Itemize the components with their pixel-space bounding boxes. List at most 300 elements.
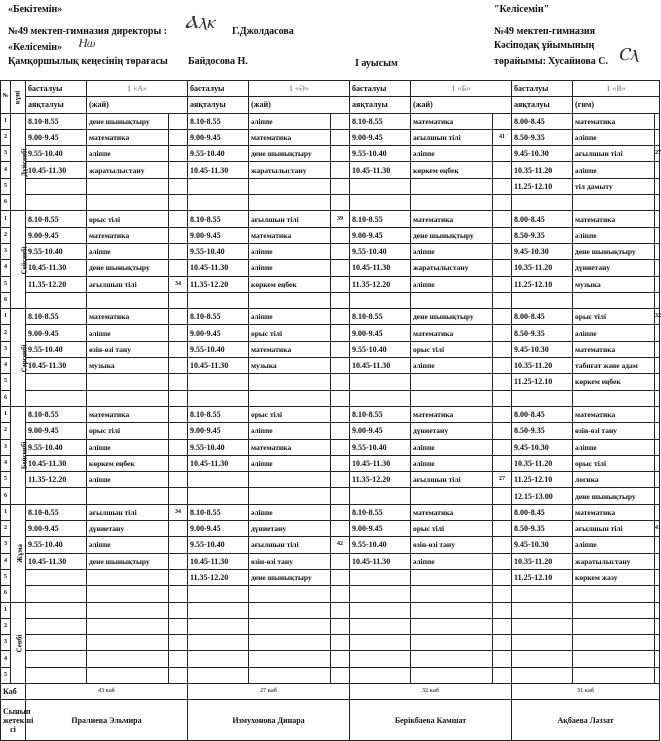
lesson-subject: әліппе bbox=[573, 162, 655, 178]
lesson-time bbox=[26, 178, 87, 194]
lesson-room bbox=[331, 390, 350, 406]
lesson-room bbox=[655, 553, 660, 569]
lesson-time bbox=[512, 292, 573, 308]
director-name: Г.Джолдасова bbox=[232, 26, 294, 37]
lesson-subject: әліппе bbox=[573, 325, 655, 341]
lesson-room bbox=[169, 292, 188, 308]
table-row bbox=[1, 423, 660, 439]
lesson-room bbox=[655, 260, 660, 276]
lesson-room bbox=[655, 162, 660, 178]
lesson-subject: өзін-өзі тану bbox=[573, 423, 655, 439]
lesson-subject bbox=[87, 292, 169, 308]
lesson-room bbox=[655, 586, 660, 602]
lesson-room bbox=[169, 635, 188, 651]
lesson-room bbox=[331, 455, 350, 471]
lesson-time bbox=[350, 292, 411, 308]
lesson-room bbox=[331, 618, 350, 634]
lesson-subject: жаратылыстану bbox=[87, 162, 169, 178]
lesson-subject: жаратылыстану bbox=[249, 162, 331, 178]
table-row bbox=[1, 635, 660, 651]
end-label: аяқталуы bbox=[188, 97, 249, 113]
lesson-room bbox=[493, 439, 512, 455]
cabinet: 27 каб bbox=[188, 683, 350, 699]
lesson-time bbox=[512, 618, 573, 634]
lesson-subject bbox=[87, 390, 169, 406]
lesson-time bbox=[26, 651, 87, 667]
table-row bbox=[1, 325, 660, 341]
lesson-room bbox=[169, 390, 188, 406]
lesson-time: 9.45-10.30 bbox=[512, 537, 573, 553]
lesson-subject: әліппе bbox=[87, 146, 169, 162]
lesson-room bbox=[655, 406, 660, 422]
lesson-time bbox=[26, 635, 87, 651]
lesson-time: 9.00-9.45 bbox=[26, 325, 87, 341]
cabinet: 31 каб bbox=[512, 683, 660, 699]
lesson-subject bbox=[411, 667, 493, 683]
lesson-subject: әліппе bbox=[87, 243, 169, 259]
lesson-time: 11.25-12.10 bbox=[512, 569, 573, 585]
lesson-subject: өзін-өзі тану bbox=[249, 553, 331, 569]
lesson-room bbox=[169, 667, 188, 683]
lesson-time: 8.10-8.55 bbox=[350, 211, 411, 227]
lesson-number: 5 bbox=[1, 569, 11, 585]
lesson-subject bbox=[411, 586, 493, 602]
lesson-time: 9.55-10.40 bbox=[350, 146, 411, 162]
lesson-time bbox=[188, 195, 249, 211]
lesson-time: 8.10-8.55 bbox=[26, 211, 87, 227]
lesson-room bbox=[169, 553, 188, 569]
lesson-room bbox=[169, 618, 188, 634]
lesson-room bbox=[331, 325, 350, 341]
cabinet: 43 каб bbox=[26, 683, 188, 699]
lesson-room bbox=[493, 325, 512, 341]
lesson-number: 1 bbox=[1, 113, 11, 129]
lesson-room bbox=[331, 146, 350, 162]
lesson-subject bbox=[573, 390, 655, 406]
lesson-number: 2 bbox=[1, 618, 11, 634]
lesson-time bbox=[188, 472, 249, 488]
lesson-room bbox=[169, 586, 188, 602]
lesson-room bbox=[169, 358, 188, 374]
lesson-subject: дене шынықтыру bbox=[411, 309, 493, 325]
lesson-subject: көркем еңбек bbox=[87, 455, 169, 471]
lesson-time: 9.00-9.45 bbox=[188, 325, 249, 341]
lesson-time: 10.35-11.20 bbox=[512, 162, 573, 178]
lesson-room bbox=[493, 488, 512, 504]
end-label: аяқталуы bbox=[26, 97, 87, 113]
lesson-subject bbox=[411, 569, 493, 585]
lesson-subject: орыс тілі bbox=[573, 455, 655, 471]
table-row bbox=[1, 537, 660, 553]
right-school-label: №49 мектеп-гимназия bbox=[494, 26, 596, 37]
lesson-subject bbox=[249, 618, 331, 634]
lesson-room bbox=[493, 195, 512, 211]
lesson-subject: орыс тілі bbox=[249, 406, 331, 422]
lesson-room bbox=[655, 488, 660, 504]
lesson-subject bbox=[411, 602, 493, 618]
lesson-room bbox=[493, 162, 512, 178]
lesson-subject: дене шынықтыру bbox=[87, 553, 169, 569]
lesson-time bbox=[26, 390, 87, 406]
lesson-time: 10.45-11.30 bbox=[26, 162, 87, 178]
no-header: № bbox=[1, 81, 11, 114]
lesson-room bbox=[331, 243, 350, 259]
lesson-subject: көркем еңбек bbox=[411, 162, 493, 178]
lesson-time: 10.45-11.30 bbox=[350, 162, 411, 178]
lesson-time: 9.00-9.45 bbox=[350, 521, 411, 537]
lesson-subject bbox=[249, 292, 331, 308]
union-signature: Ⲥⲗ bbox=[618, 44, 639, 65]
lesson-time: 10.35-11.20 bbox=[512, 358, 573, 374]
lesson-subject bbox=[87, 195, 169, 211]
lesson-subject: әліппе bbox=[411, 553, 493, 569]
lesson-number: 2 bbox=[1, 521, 11, 537]
lesson-number: 5 bbox=[1, 276, 11, 292]
lesson-time bbox=[26, 292, 87, 308]
lesson-time: 9.00-9.45 bbox=[188, 521, 249, 537]
day-cell bbox=[11, 211, 29, 309]
lesson-time bbox=[350, 178, 411, 194]
lesson-time bbox=[512, 635, 573, 651]
lesson-room: 42 bbox=[331, 537, 350, 553]
lesson-room bbox=[655, 618, 660, 634]
lesson-time: 9.55-10.40 bbox=[26, 439, 87, 455]
lesson-room bbox=[169, 325, 188, 341]
lesson-time: 8.00-8.45 bbox=[512, 504, 573, 520]
lesson-room bbox=[655, 227, 660, 243]
lesson-time bbox=[188, 292, 249, 308]
lesson-subject: өзін-өзі тану bbox=[87, 341, 169, 357]
lesson-time: 8.10-8.55 bbox=[188, 113, 249, 129]
lesson-subject bbox=[87, 602, 169, 618]
day-header-label: күні bbox=[13, 90, 22, 105]
lesson-room bbox=[493, 341, 512, 357]
lesson-subject: дене шынықтыру bbox=[87, 260, 169, 276]
lesson-room bbox=[493, 521, 512, 537]
lesson-room bbox=[493, 227, 512, 243]
table-row bbox=[1, 439, 660, 455]
lesson-subject bbox=[87, 667, 169, 683]
lesson-room bbox=[493, 667, 512, 683]
lesson-room bbox=[493, 178, 512, 194]
lesson-subject: жаратылыстану bbox=[411, 260, 493, 276]
lesson-room bbox=[493, 504, 512, 520]
lesson-time: 9.55-10.40 bbox=[26, 146, 87, 162]
table-row bbox=[1, 129, 660, 145]
lesson-subject: орыс тілі bbox=[87, 211, 169, 227]
table-row bbox=[1, 569, 660, 585]
lesson-subject bbox=[573, 651, 655, 667]
lesson-subject: әліппе bbox=[249, 423, 331, 439]
lesson-room bbox=[655, 504, 660, 520]
lesson-room bbox=[331, 341, 350, 357]
lesson-time bbox=[188, 602, 249, 618]
lesson-room bbox=[655, 667, 660, 683]
lesson-subject: дене шынықтыру bbox=[411, 227, 493, 243]
lesson-subject: дүниетану bbox=[411, 423, 493, 439]
lesson-subject: математика bbox=[573, 211, 655, 227]
lesson-room bbox=[331, 586, 350, 602]
lesson-subject bbox=[87, 178, 169, 194]
lesson-time bbox=[512, 651, 573, 667]
lesson-subject: табиғат және адам bbox=[573, 358, 655, 374]
lesson-room bbox=[493, 292, 512, 308]
lesson-subject: ағылшын тілі bbox=[249, 537, 331, 553]
lesson-time: 12.15-13.00 bbox=[512, 488, 573, 504]
class-type: (жай) bbox=[411, 97, 512, 113]
lesson-subject: әліппе bbox=[87, 537, 169, 553]
lesson-time: 10.45-11.30 bbox=[350, 553, 411, 569]
lesson-room bbox=[331, 374, 350, 390]
lesson-room bbox=[331, 521, 350, 537]
lesson-room bbox=[655, 325, 660, 341]
lesson-room bbox=[331, 439, 350, 455]
lesson-time bbox=[512, 195, 573, 211]
lesson-time: 9.00-9.45 bbox=[350, 325, 411, 341]
lesson-room: 34 bbox=[169, 276, 188, 292]
lesson-subject bbox=[87, 488, 169, 504]
lesson-room bbox=[331, 635, 350, 651]
lesson-subject bbox=[87, 651, 169, 667]
class-type: (жай) bbox=[249, 97, 350, 113]
lesson-subject bbox=[573, 618, 655, 634]
lesson-room: 39 bbox=[331, 211, 350, 227]
lesson-room bbox=[331, 178, 350, 194]
lesson-number: 1 bbox=[1, 602, 11, 618]
lesson-room bbox=[493, 635, 512, 651]
lesson-time: 9.55-10.40 bbox=[350, 439, 411, 455]
lesson-room bbox=[655, 439, 660, 455]
lesson-time: 8.50-9.35 bbox=[512, 325, 573, 341]
lesson-room bbox=[493, 455, 512, 471]
table-row bbox=[1, 211, 660, 227]
lesson-subject: математика bbox=[411, 325, 493, 341]
lesson-time: 9.55-10.40 bbox=[26, 341, 87, 357]
lesson-time bbox=[188, 586, 249, 602]
lesson-subject bbox=[411, 292, 493, 308]
lesson-room bbox=[655, 537, 660, 553]
lesson-time: 9.55-10.40 bbox=[26, 243, 87, 259]
lesson-time: 11.25-12.10 bbox=[512, 374, 573, 390]
lesson-subject bbox=[573, 635, 655, 651]
lesson-time bbox=[26, 569, 87, 585]
day-header bbox=[11, 81, 26, 114]
lesson-time: 8.10-8.55 bbox=[26, 504, 87, 520]
lesson-time: 8.00-8.45 bbox=[512, 309, 573, 325]
lesson-room bbox=[493, 406, 512, 422]
lesson-subject bbox=[411, 635, 493, 651]
lesson-subject: әліппе bbox=[411, 243, 493, 259]
shift-label: І ауысым bbox=[355, 58, 398, 69]
lesson-time: 9.45-10.30 bbox=[512, 243, 573, 259]
lesson-time: 8.10-8.55 bbox=[350, 406, 411, 422]
lesson-subject: жаратылыстану bbox=[573, 553, 655, 569]
lesson-subject: әліппе bbox=[573, 227, 655, 243]
lesson-room bbox=[493, 602, 512, 618]
lesson-time: 8.50-9.35 bbox=[512, 129, 573, 145]
lesson-room bbox=[493, 309, 512, 325]
lesson-time bbox=[350, 374, 411, 390]
lesson-time: 10.45-11.30 bbox=[188, 260, 249, 276]
lesson-room bbox=[493, 243, 512, 259]
lesson-number: 6 bbox=[1, 390, 11, 406]
lesson-number: 1 bbox=[1, 211, 11, 227]
lesson-number: 3 bbox=[1, 439, 11, 455]
lesson-room bbox=[169, 227, 188, 243]
table-row bbox=[1, 243, 660, 259]
lesson-subject: математика bbox=[573, 113, 655, 129]
lesson-number: 6 bbox=[1, 195, 11, 211]
lesson-time: 9.00-9.45 bbox=[26, 521, 87, 537]
lesson-time: 10.45-11.30 bbox=[188, 553, 249, 569]
lesson-subject: дене шынықтыру bbox=[573, 243, 655, 259]
table-row bbox=[1, 292, 660, 308]
table-row bbox=[1, 113, 660, 129]
lesson-time: 10.45-11.30 bbox=[26, 358, 87, 374]
lesson-subject: математика bbox=[411, 504, 493, 520]
lesson-time: 9.00-9.45 bbox=[26, 227, 87, 243]
lesson-room bbox=[493, 618, 512, 634]
lesson-subject bbox=[249, 488, 331, 504]
lesson-time: 11.35-12.20 bbox=[26, 276, 87, 292]
table-row bbox=[1, 553, 660, 569]
lesson-subject: математика bbox=[249, 341, 331, 357]
lesson-room bbox=[493, 537, 512, 553]
lesson-subject bbox=[249, 667, 331, 683]
lesson-time: 8.10-8.55 bbox=[26, 406, 87, 422]
lesson-time: 9.45-10.30 bbox=[512, 439, 573, 455]
council-name: Байдосова Н. bbox=[188, 56, 248, 67]
lesson-subject: әліппе bbox=[249, 113, 331, 129]
lesson-number: 3 bbox=[1, 243, 11, 259]
lesson-subject: әліппе bbox=[249, 243, 331, 259]
union-chair-name: Хусайнова С. bbox=[548, 56, 608, 67]
lesson-time: 11.25-12.10 bbox=[512, 472, 573, 488]
lesson-room bbox=[655, 472, 660, 488]
lesson-room bbox=[655, 455, 660, 471]
lesson-time: 9.00-9.45 bbox=[26, 129, 87, 145]
class-teacher: Пралиева Эльмира bbox=[26, 700, 188, 741]
lesson-time: 9.00-9.45 bbox=[188, 423, 249, 439]
lesson-number: 3 bbox=[1, 146, 11, 162]
lesson-subject bbox=[249, 651, 331, 667]
lesson-room bbox=[655, 195, 660, 211]
lesson-time bbox=[350, 390, 411, 406]
lesson-subject: әліппе bbox=[573, 129, 655, 145]
union-chair-label: төрайымы: bbox=[494, 56, 546, 67]
lesson-time bbox=[188, 488, 249, 504]
table-row bbox=[1, 276, 660, 292]
lesson-room bbox=[493, 374, 512, 390]
day-cell bbox=[11, 602, 26, 683]
lesson-subject: математика bbox=[87, 309, 169, 325]
start-label: басталуы bbox=[188, 81, 249, 97]
lesson-room: 27 bbox=[493, 472, 512, 488]
lesson-subject: дүниетану bbox=[573, 260, 655, 276]
lesson-room: 41 bbox=[493, 129, 512, 145]
lesson-subject: орыс тілі bbox=[573, 309, 655, 325]
lesson-room: 34 bbox=[169, 504, 188, 520]
lesson-subject: өзін-өзі тану bbox=[411, 537, 493, 553]
lesson-room bbox=[655, 390, 660, 406]
table-row bbox=[1, 309, 660, 325]
lesson-number: 6 bbox=[1, 586, 11, 602]
lesson-time: 8.50-9.35 bbox=[512, 521, 573, 537]
lesson-room bbox=[331, 113, 350, 129]
table-row bbox=[1, 374, 660, 390]
lesson-room bbox=[169, 341, 188, 357]
lesson-subject: ағылшын тілі bbox=[573, 146, 655, 162]
lesson-room: 41 bbox=[655, 521, 660, 537]
lesson-subject: ағылшын тілі bbox=[573, 521, 655, 537]
lesson-number: 5 bbox=[1, 667, 11, 683]
lesson-time: 9.55-10.40 bbox=[188, 341, 249, 357]
table-row bbox=[1, 358, 660, 374]
lesson-room bbox=[331, 276, 350, 292]
lesson-number: 4 bbox=[1, 358, 11, 374]
table-row bbox=[1, 178, 660, 194]
cabinet: 32 каб bbox=[350, 683, 512, 699]
class-teacher: Ақбаева Ләззат bbox=[512, 700, 660, 741]
lesson-time: 10.45-11.30 bbox=[350, 358, 411, 374]
table-row bbox=[1, 618, 660, 634]
lesson-room bbox=[331, 260, 350, 276]
lesson-subject: математика bbox=[249, 439, 331, 455]
lesson-room bbox=[331, 602, 350, 618]
lesson-subject: әліппе bbox=[249, 455, 331, 471]
lesson-time: 8.10-8.55 bbox=[188, 406, 249, 422]
day-name: Сенбі bbox=[15, 634, 24, 653]
table-row bbox=[1, 390, 660, 406]
lesson-room bbox=[493, 113, 512, 129]
lesson-subject bbox=[249, 195, 331, 211]
lesson-subject bbox=[249, 586, 331, 602]
lesson-time bbox=[188, 390, 249, 406]
lesson-subject: әліппе bbox=[249, 260, 331, 276]
class-type: (гим) bbox=[573, 97, 660, 113]
lesson-time: 9.00-9.45 bbox=[188, 129, 249, 145]
lesson-room bbox=[169, 423, 188, 439]
end-label: аяқталуы bbox=[512, 97, 573, 113]
lesson-subject bbox=[573, 586, 655, 602]
lesson-room bbox=[655, 358, 660, 374]
lesson-subject: музыка bbox=[87, 358, 169, 374]
lesson-subject: математика bbox=[573, 341, 655, 357]
lesson-time: 8.10-8.55 bbox=[188, 309, 249, 325]
lesson-time: 9.00-9.45 bbox=[188, 227, 249, 243]
lesson-time: 10.45-11.30 bbox=[188, 455, 249, 471]
lesson-time: 8.10-8.55 bbox=[188, 211, 249, 227]
class-name: 1 «А» bbox=[87, 81, 188, 97]
lesson-number: 5 bbox=[1, 178, 11, 194]
table-row bbox=[1, 651, 660, 667]
lesson-subject: дене шынықтыру bbox=[573, 488, 655, 504]
class-name: 1 «Ә» bbox=[249, 81, 350, 97]
lesson-room bbox=[493, 146, 512, 162]
lesson-time: 10.45-11.30 bbox=[26, 455, 87, 471]
lesson-number: 1 bbox=[1, 309, 11, 325]
table-row bbox=[1, 406, 660, 422]
day-name: Сейсенбі bbox=[20, 246, 29, 275]
lesson-room bbox=[169, 162, 188, 178]
lesson-subject: әліппе bbox=[411, 455, 493, 471]
lesson-number: 2 bbox=[1, 325, 11, 341]
approve-label: «Бекітемін» bbox=[8, 4, 63, 15]
lesson-room bbox=[493, 651, 512, 667]
lesson-time bbox=[26, 586, 87, 602]
lesson-subject: ағылшын тілі bbox=[87, 504, 169, 520]
lesson-time: 10.45-11.30 bbox=[350, 260, 411, 276]
